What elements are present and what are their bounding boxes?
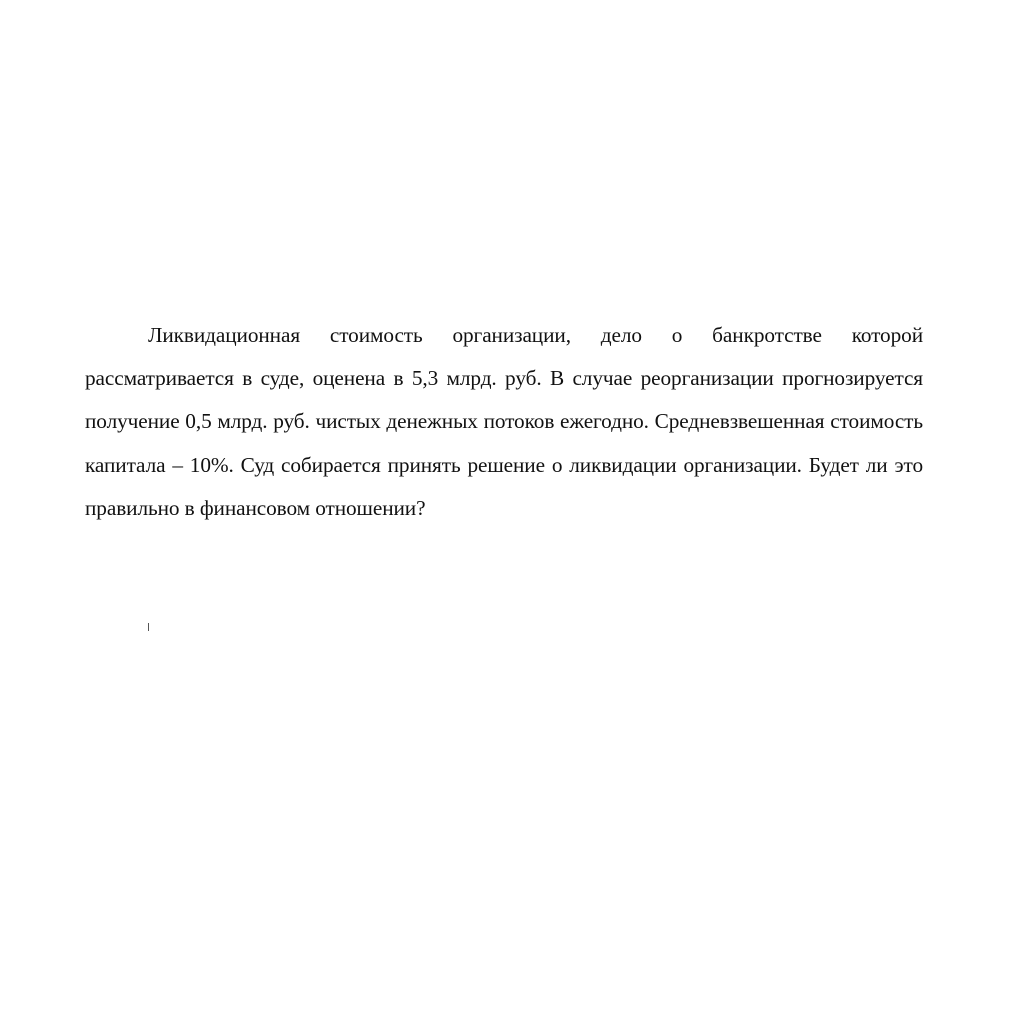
task-paragraph[interactable]: Ликвидационная стоимость организации, дело о банкротстве которой рассматривается в суде, оценена в 5,3 млрд. руб. В случае реорганизации прогнозируется получение 0,5 млрд. руб. чистых денежных потоков ежегодно. Средневзвешенная стоимость капитала – 10%. Суд собирается принять решение о ликвидации организации. Будет ли это правильно в финансовом отношении? [85,323,923,520]
text-cursor [148,623,149,631]
